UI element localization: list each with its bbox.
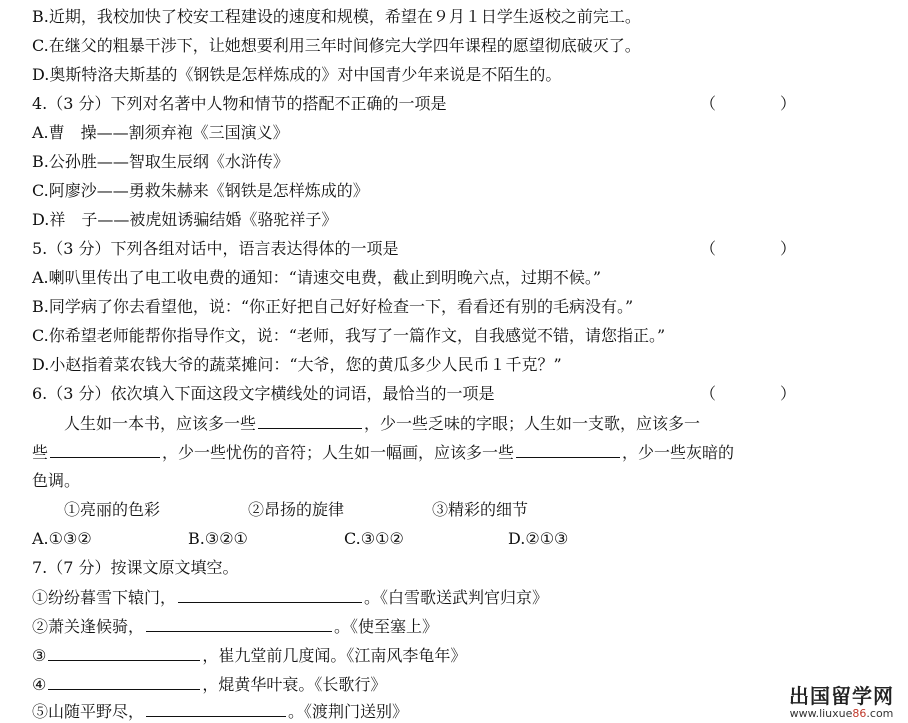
q4-answer-paren: （ ） <box>700 94 797 113</box>
q4-stem: 4.（3 分）下列对名著中人物和情节的搭配不正确的一项是 <box>32 94 447 113</box>
q7-line-3 <box>32 644 466 666</box>
q6-choice-item-3: ③精彩的细节 <box>432 500 529 519</box>
q3-option-c: C.在继父的粗暴干涉下，让她想要利用三年时间修完大学四年课程的愿望彻底破灭了。 <box>32 36 641 55</box>
q7-text: ①纷纷暮雪下辕门， <box>32 588 177 607</box>
q7-text: 。《渡荆门送别》 <box>288 702 409 721</box>
q3-option-b: B.近期，我校加快了校安工程建设的速度和规模，希望在９月１日学生返校之前完工。 <box>32 7 641 26</box>
q6-option-c: C.③①② <box>344 529 404 548</box>
q6-stem: 6.（3 分）依次填入下面这段文字横线处的词语，最恰当的一项是 <box>32 384 495 403</box>
q7-line-5 <box>32 700 408 722</box>
fill-blank-3[interactable] <box>516 441 620 458</box>
q5-answer-paren: （ ） <box>700 239 797 258</box>
q7-text: ，崔九堂前几度闻。《江南风李龟年》 <box>202 646 467 665</box>
q7-line-4 <box>32 673 386 695</box>
q7-text: 。《使至塞上》 <box>334 617 439 636</box>
q5-option-c: C.你希望老师能帮你指导作文，说：“老师，我写了一篇作文，自我感觉不错，请您指正。” <box>32 326 666 345</box>
q7-text: 。《白雪歌送武判官归京》 <box>364 588 549 607</box>
watermark-title: 出国留学网 <box>789 684 894 708</box>
q7-text: ④ <box>32 675 47 694</box>
q4-option-c: C.阿廖沙——勇救朱赫来《钢铁是怎样炼成的》 <box>32 181 369 200</box>
q6-passage-text: ，少一些乏味的字眼；人生如一支歌，应该多一 <box>364 414 701 433</box>
q6-answer-paren: （ ） <box>700 384 797 403</box>
site-watermark <box>789 684 894 720</box>
q5-option-a: A.喇叭里传出了电工收电费的通知：“请速交电费，截止到明晚六点，过期不候。” <box>32 268 602 287</box>
q5-option-b: B.同学病了你去看望他，说：“你正好把自己好好检查一下，看看还有别的毛病没有。” <box>32 297 634 316</box>
q5-option-d: D.小赵指着菜农钱大爷的蔬菜摊问：“大爷，您的黄瓜多少人民币１千克？” <box>32 355 562 374</box>
q7-text: ③ <box>32 646 47 665</box>
q6-passage-text: ，少一些忧伤的音符；人生如一幅画，应该多一些 <box>162 443 515 462</box>
q3-option-d: D.奥斯特洛夫斯基的《钢铁是怎样炼成的》对中国青少年来说是不陌生的。 <box>32 65 562 84</box>
q6-passage-line-1 <box>64 412 700 434</box>
q6-passage-text: 人生如一本书，应该多一些 <box>64 414 257 433</box>
q5-stem: 5.（3 分）下列各组对话中，语言表达得体的一项是 <box>32 239 399 258</box>
fill-blank-6[interactable] <box>48 644 200 661</box>
fill-blank-7[interactable] <box>48 673 200 690</box>
q7-stem: 7.（7 分）按课文原文填空。 <box>32 558 239 577</box>
fill-blank-4[interactable] <box>178 586 362 603</box>
q6-choice-item-2: ②昂扬的旋律 <box>248 500 345 519</box>
q7-text: ⑤山随平野尽， <box>32 702 145 721</box>
q6-passage-line-3: 色调。 <box>32 471 81 490</box>
watermark-url: www.liuxue86.com <box>789 707 894 720</box>
fill-blank-2[interactable] <box>50 441 160 458</box>
q6-choice-item-1: ①亮丽的色彩 <box>64 500 161 519</box>
q4-option-a: A.曹 操——割须弃袍《三国演义》 <box>32 123 289 142</box>
q7-text: ，焜黄华叶衰。《长歌行》 <box>202 675 387 694</box>
q7-text: ②萧关逢候骑， <box>32 617 145 636</box>
q6-option-d: D.②①③ <box>508 529 569 548</box>
q6-option-a: A.①③② <box>32 529 92 548</box>
q6-passage-line-2 <box>32 441 734 463</box>
fill-blank-1[interactable] <box>258 412 362 429</box>
q6-passage-text: ，少一些灰暗的 <box>622 443 735 462</box>
q6-option-b: B.③②① <box>188 529 248 548</box>
q4-option-d: D.祥 子——被虎妞诱骗结婚《骆驼祥子》 <box>32 210 338 229</box>
fill-blank-5[interactable] <box>146 615 332 632</box>
q7-line-2 <box>32 615 438 637</box>
fill-blank-8[interactable] <box>146 700 286 717</box>
q4-option-b: B.公孙胜——智取生辰纲《水浒传》 <box>32 152 289 171</box>
q6-passage-text: 些 <box>32 443 49 462</box>
q7-line-1 <box>32 586 548 608</box>
